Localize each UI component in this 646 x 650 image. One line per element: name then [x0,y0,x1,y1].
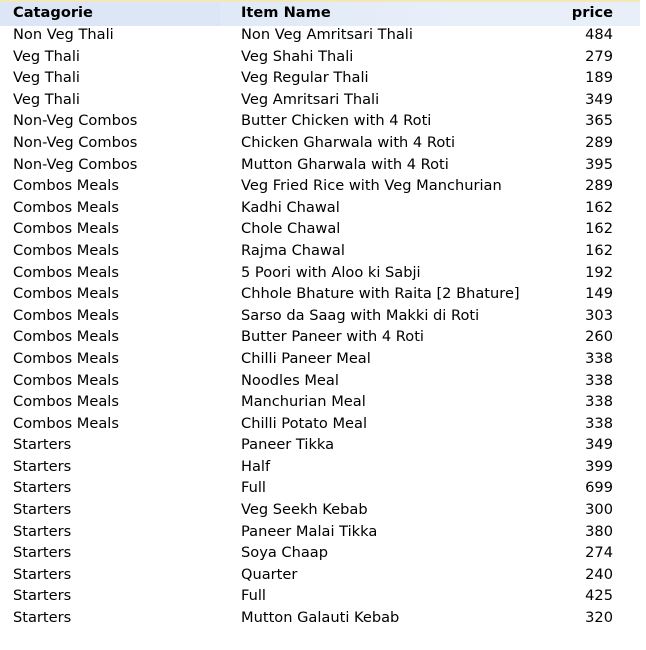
row-item-name-cell: Non Veg Amritsari Thali [241,26,413,43]
row-item-name-cell: Full [241,479,266,497]
table-row [0,110,624,132]
row-price-cell: 192 [585,263,613,281]
row-price-cell: 338 [585,393,613,411]
row-price-cell: 338 [585,349,613,367]
row-item-name-cell: Chhole Bhature with Raita [2 Bhature] [241,285,520,303]
row-category-cell: Starters [13,522,72,540]
row-category-cell: Combos Meals [13,263,119,281]
row-category-cell: Starters [13,544,72,562]
row-item-name-cell: Chilli Paneer Meal [241,349,371,367]
table-row [0,132,624,154]
table-row [0,262,624,284]
row-item-name-cell: Chilli Potato Meal [241,414,368,432]
row-category-cell: Veg Thali [13,69,80,87]
table-row [0,456,624,478]
table-row [0,413,624,435]
column-header-price: price [571,4,613,21]
row-item-name-cell: Paneer Malai Tikka [241,522,378,540]
row-price-cell: 349 [585,436,613,454]
table-row [0,370,624,392]
row-category-cell: Starters [13,436,72,454]
table-row [0,434,624,456]
row-item-name-cell: Soya Chaap [241,544,328,562]
table-row [0,197,624,219]
row-price-cell: 380 [585,522,613,540]
table-row [0,89,624,111]
row-category-cell: Combos Meals [13,393,119,411]
row-price-cell: 289 [585,133,613,151]
header-row [0,2,624,24]
row-item-name-cell: Half [241,457,271,475]
row-price-cell: 189 [585,69,613,87]
menu-table [0,2,624,629]
row-category-cell: Non Veg Thali [13,26,114,43]
row-item-name-cell: Veg Shahi Thali [241,47,354,65]
row-category-cell: Starters [13,609,72,627]
row-category-cell: Combos Meals [13,198,119,216]
row-item-name-cell: Kadhi Chawal [241,198,340,216]
row-item-name-cell: Veg Seekh Kebab [241,501,368,519]
table-row [0,607,624,629]
table-row [0,283,624,305]
row-item-name-cell: Full [241,587,266,605]
row-price-cell: 699 [585,479,613,497]
table-row [0,391,624,413]
row-price-cell: 320 [585,609,613,627]
row-category-cell: Combos Meals [13,414,119,432]
table-row [0,24,624,46]
row-price-cell: 240 [585,565,613,583]
row-price-cell: 303 [585,306,613,324]
table-row [0,305,624,327]
table-row [0,240,624,262]
row-item-name-cell: Veg Amritsari Thali [241,90,380,108]
table-row [0,67,624,89]
row-item-name-cell: Butter Chicken with 4 Roti [241,112,432,130]
row-category-cell: Combos Meals [13,306,119,324]
row-category-cell: Veg Thali [13,47,80,65]
row-price-cell: 162 [585,241,613,259]
row-category-cell: Starters [13,565,72,583]
table-row [0,585,624,607]
row-category-cell: Combos Meals [13,285,119,303]
table-row [0,326,624,348]
row-item-name-cell: 5 Poori with Aloo ki Sabji [241,263,421,281]
table-row [0,542,624,564]
table-row [0,477,624,499]
row-price-cell: 279 [585,47,613,65]
row-price-cell: 349 [585,90,613,108]
row-item-name-cell: Mutton Gharwala with 4 Roti [241,155,449,173]
row-category-cell: Combos Meals [13,328,119,346]
row-category-cell: Starters [13,479,72,497]
row-category-cell: Starters [13,587,72,605]
row-item-name-cell: Noodles Meal [241,371,339,389]
table-body [0,24,624,629]
row-item-name-cell: Chicken Gharwala with 4 Roti [241,133,456,151]
row-item-name-cell: Veg Regular Thali [241,69,369,87]
row-price-cell: 395 [585,155,613,173]
table-row [0,521,624,543]
row-item-name-cell: Manchurian Meal [241,393,366,411]
row-price-cell: 162 [585,198,613,216]
table-row [0,499,624,521]
row-price-cell: 260 [585,328,613,346]
row-price-cell: 149 [585,285,613,303]
row-price-cell: 162 [585,220,613,238]
row-category-cell: Non-Veg Combos [13,133,138,151]
table-header [0,2,624,24]
table-row [0,175,624,197]
row-price-cell: 425 [585,587,613,605]
row-category-cell: Combos Meals [13,177,119,195]
column-header-category: Catagorie [13,4,93,21]
row-item-name-cell: Mutton Galauti Kebab [241,609,400,627]
row-category-cell: Starters [13,457,72,475]
row-item-name-cell: Sarso da Saag with Makki di Roti [241,306,480,324]
row-category-cell: Non-Veg Combos [13,112,138,130]
row-price-cell: 338 [585,371,613,389]
column-header-item-name: Item Name [241,4,331,21]
table-row [0,46,624,68]
row-price-cell: 300 [585,501,613,519]
row-price-cell: 399 [585,457,613,475]
row-item-name-cell: Quarter [241,565,298,583]
row-price-cell: 289 [585,177,613,195]
row-category-cell: Starters [13,501,72,519]
row-price-cell: 274 [585,544,613,562]
row-item-name-cell: Chole Chawal [241,220,341,238]
table-row [0,218,624,240]
row-price-cell: 338 [585,414,613,432]
row-category-cell: Combos Meals [13,371,119,389]
row-item-name-cell: Veg Fried Rice with Veg Manchurian [241,177,502,195]
row-category-cell: Combos Meals [13,220,119,238]
table-row [0,348,624,370]
row-category-cell: Non-Veg Combos [13,155,138,173]
row-category-cell: Veg Thali [13,90,80,108]
row-category-cell: Combos Meals [13,349,119,367]
row-item-name-cell: Rajma Chawal [241,241,345,259]
row-category-cell: Combos Meals [13,241,119,259]
row-item-name-cell: Paneer Tikka [241,436,335,454]
row-price-cell: 484 [585,26,613,43]
row-price-cell: 365 [585,112,613,130]
table-row [0,564,624,586]
table-row [0,154,624,176]
row-item-name-cell: Butter Paneer with 4 Roti [241,328,424,346]
